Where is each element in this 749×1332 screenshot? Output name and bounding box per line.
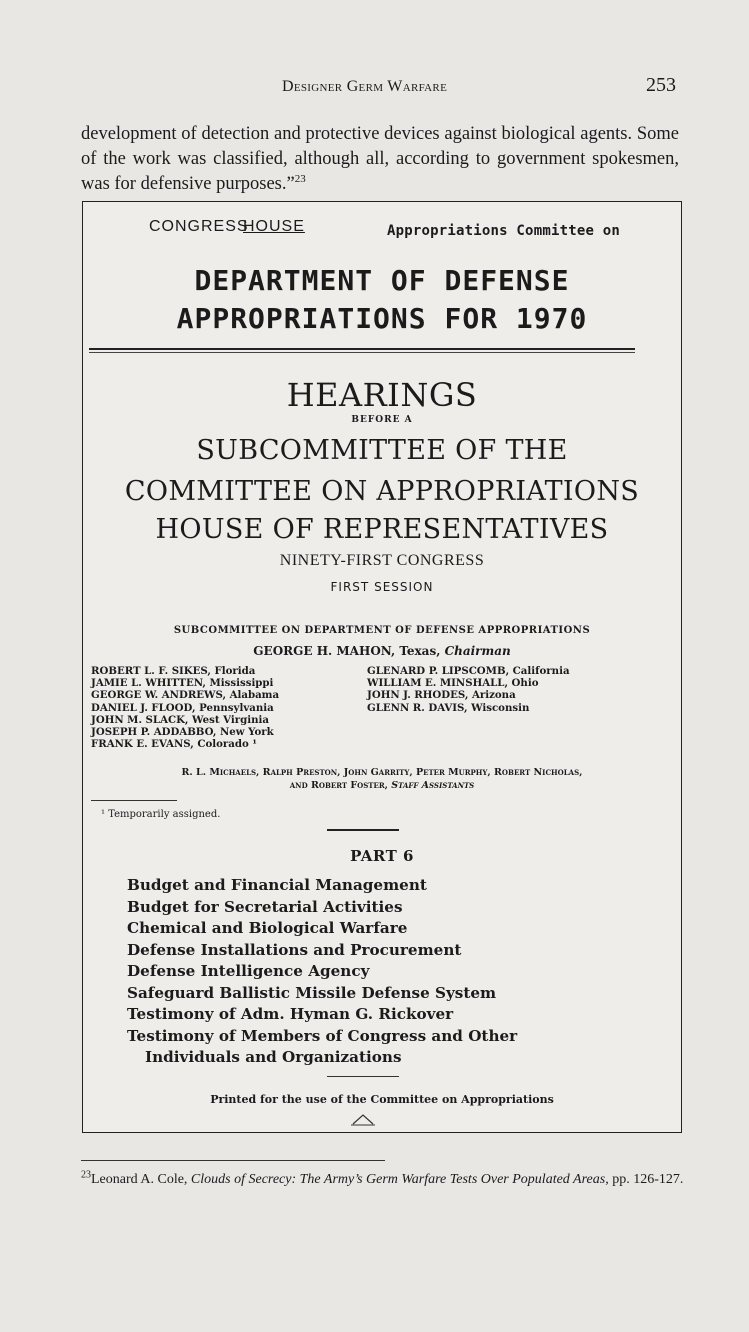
footnote-reference: 23 (294, 172, 306, 185)
page-footnote-number: 23 (81, 1169, 91, 1181)
part-heading: PART 6 (350, 847, 414, 865)
chairman-name: GEORGE H. MAHON, Texas, (253, 644, 441, 658)
page-footnote-title: Clouds of Secrecy: The Army’s Germ Warfare Tests Over Populated Areas (190, 1172, 606, 1187)
title-rule-thin (89, 352, 635, 353)
member-name: JOHN J. RHODES, Arizona (367, 689, 516, 702)
staff-line-1: R. L. Michaels, Ralph Preston, John Garrity, Peter Murphy, Robert Nicholas, (181, 767, 583, 778)
topic-item-continuation: Individuals and Organizations (145, 1048, 402, 1066)
member-name: GLENN R. DAVIS, Wisconsin (367, 701, 530, 714)
subcommittee-name: SUBCOMMITTEE ON DEPARTMENT OF DEFENSE APPROPRIATIONS (173, 625, 591, 636)
member-name: JAMIE L. WHITTEN, Mississippi (91, 677, 274, 690)
doc-main-title (83, 262, 681, 338)
topic-item: Testimony of Adm. Hyman G. Rickover (127, 1005, 454, 1023)
doc-title-line-2: APPROPRIATIONS FOR 1970 (176, 302, 588, 335)
member-name: GLENARD P. LIPSCOMB, California (367, 665, 570, 677)
running-title: Designer Germ Warfare (282, 78, 448, 95)
hearings-heading: HEARINGS (286, 376, 478, 414)
subcommittee-line-2: COMMITTEE ON APPROPRIATIONS (124, 476, 640, 507)
doc-footnote-rule (91, 800, 177, 801)
printer-mark-icon (351, 1112, 375, 1130)
staff-line-2 (83, 779, 681, 792)
subcommittee-line-1: SUBCOMMITTEE OF THE (196, 435, 568, 466)
doc-footnote: ¹ Temporarily assigned. (101, 809, 221, 820)
before-a-label: BEFORE A (351, 415, 413, 425)
topic-item: Testimony of Members of Congress and Other (127, 1026, 518, 1045)
doc-title-line-1: DEPARTMENT OF DEFENSE (194, 264, 570, 297)
members-right-column (367, 665, 570, 714)
body-paragraph-text: development of detection and protective devices against biological agents. Some of the work was classified, although all, according to government spokesmen, was for defensive purposes.” (81, 124, 679, 194)
member-name: DANIEL J. FLOOD, Pennsylvania (91, 701, 274, 714)
part-rule (327, 829, 399, 831)
title-rule (89, 348, 635, 350)
member-name: GEORGE W. ANDREWS, Alabama (91, 689, 280, 702)
member-name: WILLIAM E. MINSHALL, Ohio (367, 677, 539, 690)
congress-number: NINETY-FIRST CONGRESS (279, 552, 485, 569)
chairman-line (83, 644, 681, 658)
doc-header-committee: Appropriations Committee on (387, 223, 620, 239)
topics-list (127, 875, 517, 1069)
document-facsimile (82, 201, 682, 1133)
page-number: 253 (646, 74, 676, 96)
session-label: FIRST SESSION (330, 580, 434, 594)
topic-item: Chemical and Biological Warfare (127, 919, 408, 937)
topic-item: Budget and Financial Management (127, 876, 427, 894)
member-name: ROBERT L. F. SIKES, Florida (91, 665, 256, 677)
topic-item: Defense Intelligence Agency (127, 962, 370, 980)
chairman-title: Chairman (444, 644, 511, 658)
printed-for-line: Printed for the use of the Committee on Appropriations (210, 1093, 554, 1106)
members-left-column (91, 665, 279, 750)
staff-title: Staff Assistants (391, 780, 475, 791)
member-name: FRANK E. EVANS, Colorado ¹ (91, 738, 257, 751)
topic-item: Budget for Secretarial Activities (127, 897, 403, 916)
page-footnote-pages: , pp. 126-127. (605, 1172, 684, 1187)
printed-rule (327, 1076, 399, 1077)
page-footnote-rule (81, 1160, 385, 1161)
subcommittee-line-3: HOUSE OF REPRESENTATIVES (155, 514, 609, 545)
topic-item: Safeguard Ballistic Missile Defense System (127, 983, 497, 1002)
doc-header-congress: CONGRESS (149, 218, 249, 235)
member-name: JOHN M. SLACK, West Virginia (91, 713, 269, 726)
doc-header-house: HOUSE (243, 218, 305, 235)
page-footnote-author: Leonard A. Cole, (91, 1172, 188, 1187)
staff-assistants (83, 766, 681, 792)
page-footnote (81, 1170, 685, 1190)
member-name: JOSEPH P. ADDABBO, New York (91, 726, 274, 739)
staff-line-2-names: and Robert Foster, (289, 780, 388, 791)
topic-item: Defense Installations and Procurement (127, 940, 462, 959)
body-paragraph (81, 122, 679, 197)
